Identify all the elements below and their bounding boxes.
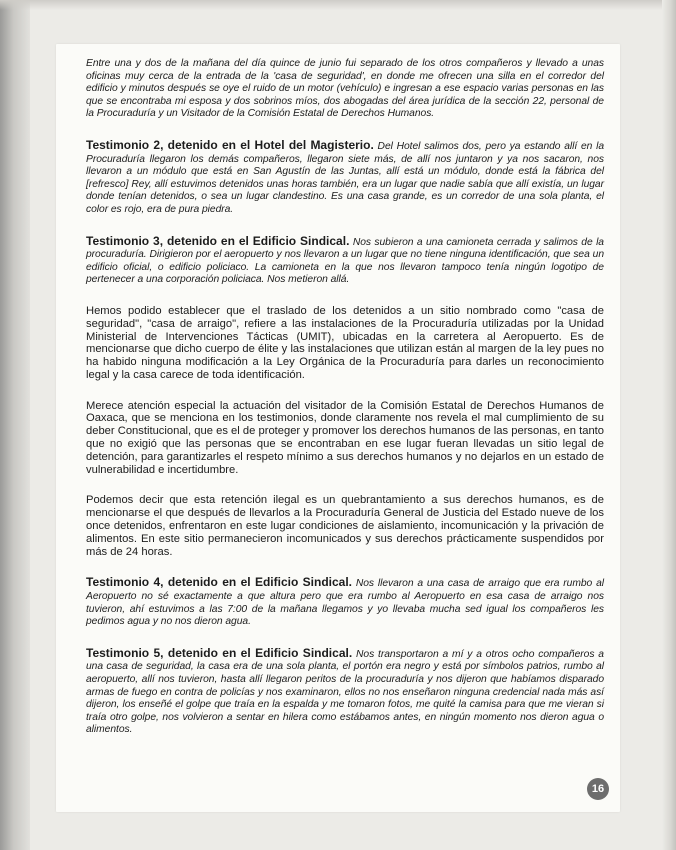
paragraph-casa-de-seguridad bbox=[86, 305, 604, 382]
paragraph-visitador bbox=[86, 400, 604, 477]
top-edge-shadow bbox=[0, 0, 676, 10]
page-number-badge: 16 bbox=[587, 778, 609, 800]
document-body bbox=[86, 58, 604, 755]
paragraph-text: Merece atención especial la actuación del visitador de la Comisión Estatal de Derechos Humanos de Oaxaca, que se menciona en los testimonios, donde claramente nos revela el mal cumplimiento de su deber Constitucional, que es el de proteger y promover los derechos humanos de las personas, en tanto que no exigió que las personas que se encontraban en ese lugar fueran llevadas un sitio legal de detención, para garantizarles el respeto mínimo a sus derechos humanos y no dejarlos en un estado de vulnerabilidad e incertidumbre. bbox=[86, 399, 604, 476]
paragraph-testimony-2 bbox=[86, 139, 604, 217]
paragraph-testimony-4 bbox=[86, 576, 604, 628]
page-edge bbox=[662, 0, 676, 850]
paragraph-text: Del Hotel salimos dos, pero ya estando allí en la Procuraduría llegaron los demás compañeros, llegaron siete más, de allí nos juntaron y ya nos sacaron, nos llevaron a un módulo que está en San Agustín de las Juntas, allí está un módulo, donde está la fábrica del [refresco] Rey, allí estuvimos detenidos unas horas también, era un lugar que nadie sabía que allí existía, un lugar donde tenían detenidos, o sea un lugar clandestino. Es una casa grande, es un corredor de una sola planta, el color es rojo, era de pura piedra. bbox=[86, 140, 604, 215]
paragraph-retencion-ilegal bbox=[86, 494, 604, 558]
testimony-heading: Testimonio 3, detenido en el Edificio Sindical. bbox=[86, 233, 350, 248]
paragraph-testimony-3 bbox=[86, 235, 604, 287]
paragraph-text: Nos subieron a una camioneta cerrada y salimos de la procuraduría. Dirigieron por el aeropuerto y nos llevaron a un lugar que no tiene ninguna identificación, que sea un edificio oficial, o edificio policiaco. La camioneta en la que nos llevaron tampoco tenía ningún logotipo de pertenecer a una corporación policiaca. Nos metieron allá. bbox=[86, 236, 604, 286]
paragraph-text: Nos transportaron a mí y a otros ocho compañeros a una casa de seguridad, la casa era de una sola planta, el portón era negro y está por símbolos patrios, rumbo al aeropuerto, allí nos tuvieron, hasta allí llegaron peritos de la procuraduría y nos dijeron que habíamos disparado armas de fuego en contra de policías y nos examinaron, ellos no nos enseñaron ninguna credencial nada más así dijeron, los enseñé el golpe que traía en la espalda y me tomaron fotos, me quité la camisa para que me vieran si traía otro golpe, nos volvieron a sentar en hilera como estábamos antes, en ningún momento nos dieron agua o alimentos. bbox=[86, 648, 604, 736]
book-spine-shadow bbox=[0, 0, 30, 850]
paragraph-testimony-5 bbox=[86, 647, 604, 737]
testimony-heading: Testimonio 4, detenido en el Edificio Sindical. bbox=[86, 575, 352, 590]
paragraph-text: Podemos decir que esta retención ilegal es un quebrantamiento a sus derechos humanos, es de mencionarse el que después de llevarlos a la Procuraduría General de Justicia del Estado nueve de los once detenidos, enfrentaron en este lugar condiciones de aislamiento, incomunicación y la privación de alimentos. En este sitio permanecieron incomunicados y sus derechos prácticamente suspendidos por más de 24 horas. bbox=[86, 494, 604, 558]
testimony-heading: Testimonio 5, detenido en el Edificio Sindical. bbox=[86, 645, 353, 660]
paragraph-text: Entre una y dos de la mañana del día quince de junio fui separado de los otros compañeros y llevado a unas oficinas muy cerca de la entrada de la 'casa de seguridad', en donde me ofrecen una silla en el corredor del edificio y minutos después se oye el ruido de un motor (vehículo) e ingresan a ese espacio varias personas en las que se encontraba mi esposa y dos sobrinos míos, dos abogadas del área jurídica de la sección 22, personal de la Procuraduría y un Visitador de la Comisión Estatal de Derechos Humanos. bbox=[86, 58, 604, 120]
paragraph-intro-testimony bbox=[86, 58, 604, 121]
paragraph-text: Hemos podido establecer que el traslado de los detenidos a un sitio nombrado como "casa de seguridad", "casa de arraigo", refiere a las instalaciones de la Procuraduría utilizadas por la Unidad Ministerial de Intervenciones Tácticas (UMIT), ubicadas en la carretera al Aeropuerto. Es de mencionarse que dicho cuerpo de élite y las instalaciones que utilizan están al margen de la ley pues no ha habido ninguna modificación a la Ley Orgánica de la Procuraduría para darles un reconocimiento legal y la casa carece de toda identificación. bbox=[86, 304, 604, 381]
paragraph-text: Nos llevaron a una casa de arraigo que era rumbo al Aeropuerto no sé exactamente a que altura pero que era rumbo al Aeropuerto en esa casa de arraigo nos tuvieron, ahí estuvimos a las 7:00 de la mañana llegamos y yo llevaba mucha sed igual los compañeros les pedimos agua y no nos dieron agua. bbox=[86, 578, 604, 628]
testimony-heading: Testimonio 2, detenido en el Hotel del Magisterio. bbox=[86, 137, 374, 152]
